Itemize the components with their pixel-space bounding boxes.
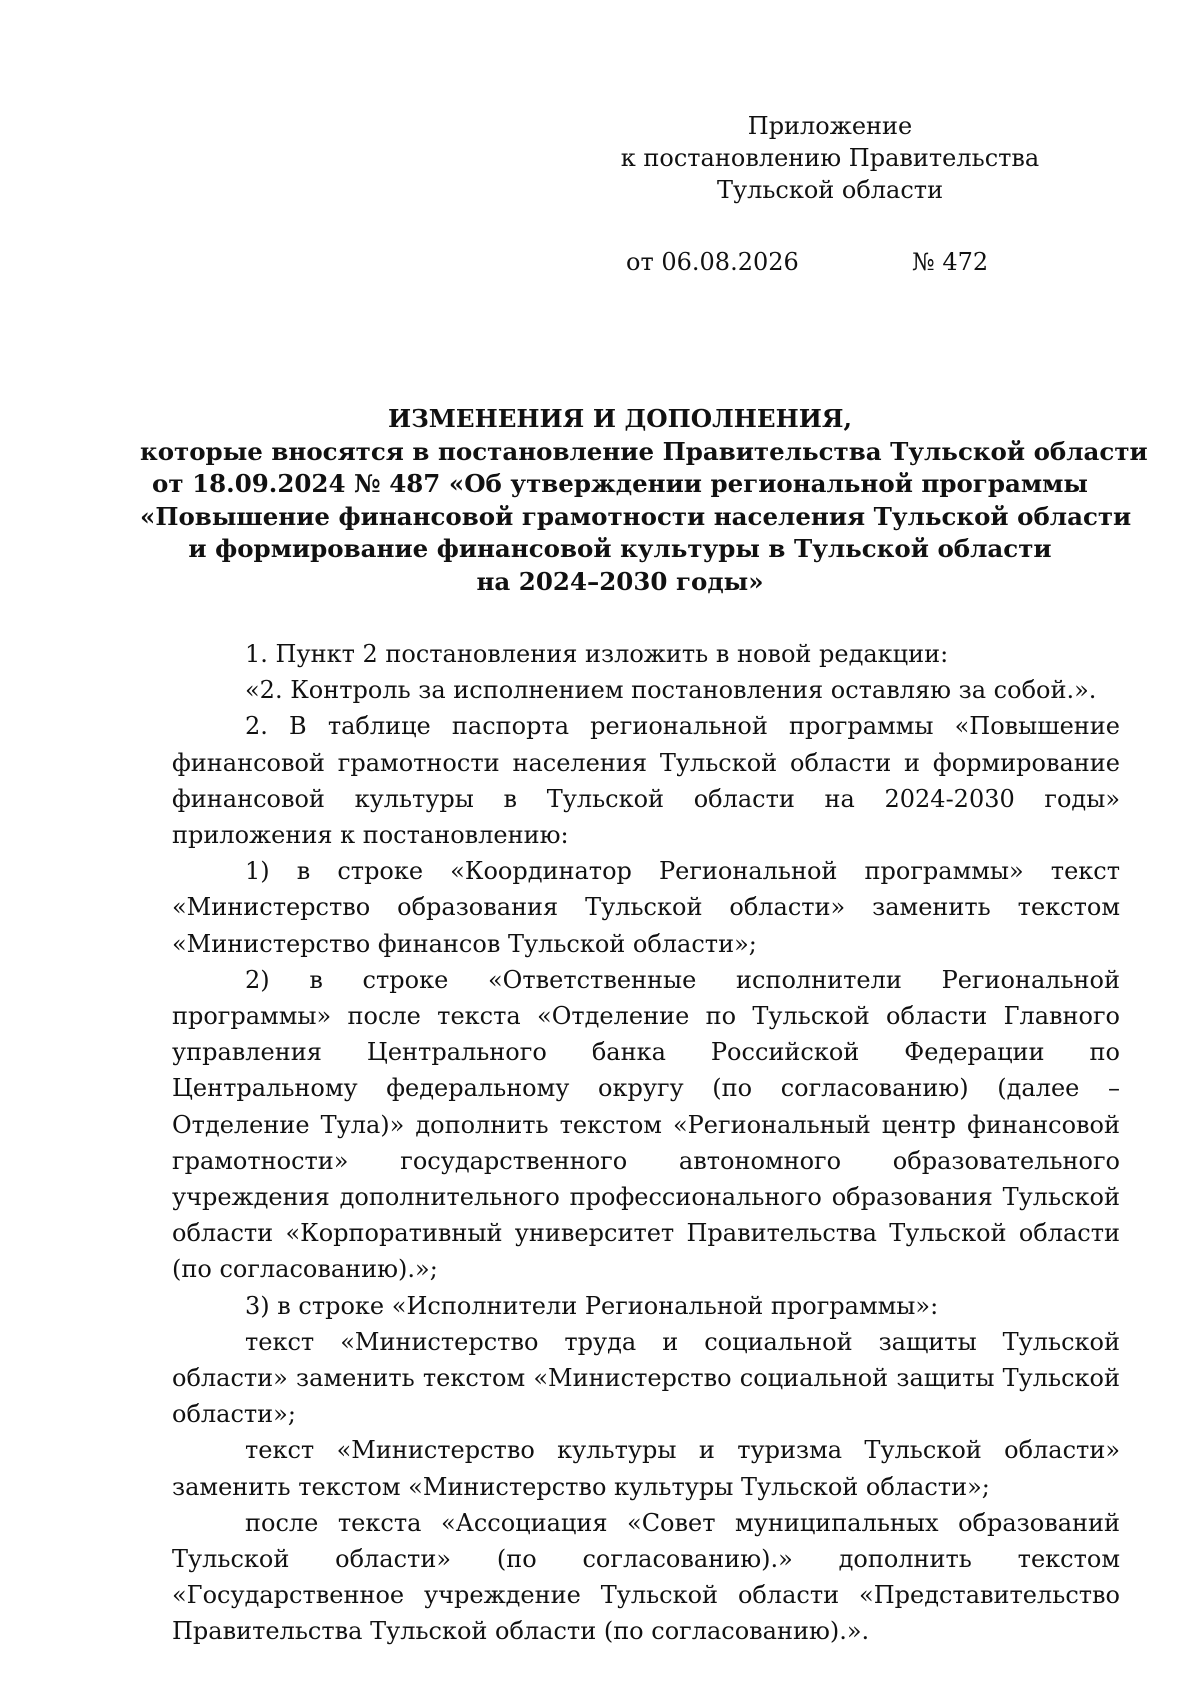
paragraph: 1. Пункт 2 постановления изложить в новой редакции: — [245, 640, 949, 668]
title-line-2: которые вносятся в постановление Правительства Тульской области — [140, 436, 1148, 466]
paragraph: после текста «Ассоциация «Совет муниципальных образований Тульской области» (по согласованию).» дополнить текстом «Государственное учреждение Тульской области «Представительство Правительства Тульской области (по согласованию).». — [172, 1508, 1120, 1646]
appendix-region: Тульской области — [716, 176, 944, 204]
appendix-header — [600, 110, 1060, 206]
paragraph: 3) в строке «Исполнители Региональной программы»: — [245, 1291, 939, 1320]
title-line-3: от 18.09.2024 № 487 «Об утверждении региональной программы — [152, 469, 1088, 498]
paragraph: 1) в строке «Координатор Региональной программы» текст «Министерство образования Тульской области» заменить текстом «Министерство финансов Тульской области»; — [172, 857, 1120, 958]
title-line-5: и формирование финансовой культуры в Тульской области — [188, 534, 1052, 563]
decree-number: № 472 — [912, 248, 989, 276]
paragraph: текст «Министерство труда и социальной защиты Тульской области» заменить текстом «Министерство социальной защиты Тульской области»; — [172, 1327, 1120, 1429]
document-body — [172, 636, 1120, 1650]
document-title — [140, 403, 1148, 598]
appendix-label: Приложение — [747, 112, 913, 140]
title-line-1: ИЗМЕНЕНИЯ И ДОПОЛНЕНИЯ, — [387, 404, 853, 433]
paragraph: 2. В таблице паспорта региональной программы «Повышение финансовой грамотности населения Тульской области и формирование финансовой культуры в Тульской области на 2024-2030 годы» приложения к постановлению: — [172, 712, 1120, 850]
paragraph: 2) в строке «Ответственные исполнители Региональной программы» после текста «Отделение по Тульской области Главного управления Центрального банка Российской Федерации по Центральному федеральному округу (по согласованию) (далее – Отделение Тула)» дополнить текстом «Региональный центр финансовой грамотности» государственного автономного образовательного учреждения дополнительного профессионального образования Тульской области «Корпоративный университет Правительства Тульской области (по согласованию).»; — [172, 965, 1120, 1284]
appendix-reference: к постановлению Правительства — [620, 144, 1040, 172]
paragraph: текст «Министерство культуры и туризма Тульской области» заменить текстом «Министерство культуры Тульской области»; — [172, 1436, 1120, 1501]
title-line-4: «Повышение финансовой грамотности населения Тульской области — [140, 501, 1132, 531]
title-line-6: на 2024–2030 годы» — [476, 566, 764, 596]
decree-date: от 06.08.2026 — [626, 248, 799, 276]
paragraph: «2. Контроль за исполнением постановления оставляю за собой.». — [245, 676, 1097, 705]
